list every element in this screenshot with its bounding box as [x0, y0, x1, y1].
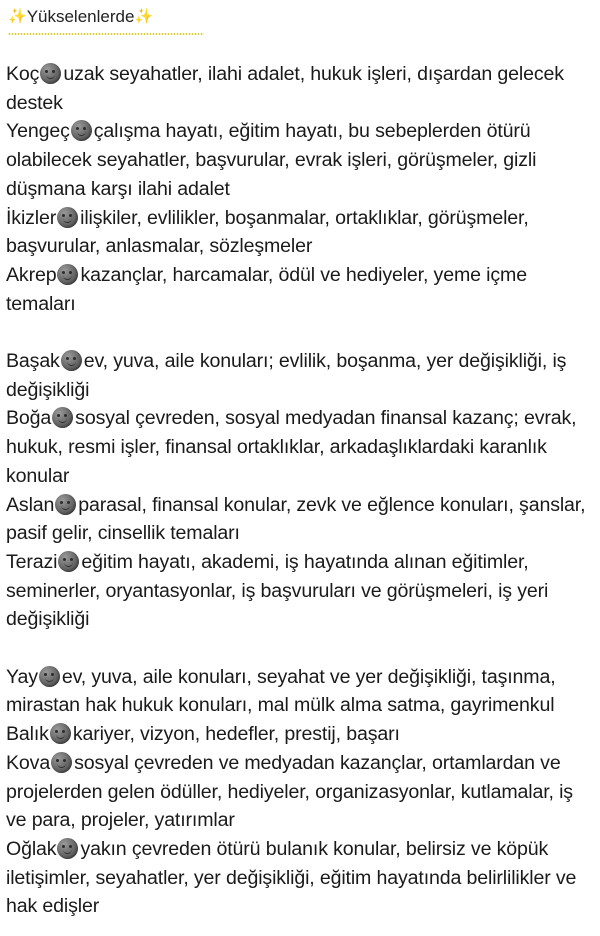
blank-line: [6, 634, 594, 663]
post-title: [8, 4, 204, 30]
sign-entry: [6, 404, 594, 490]
post-header: [8, 4, 204, 35]
sign-description: kazançlar, harcamalar, ödül ve hediyeler, yeme içme temaları: [6, 263, 527, 315]
new-moon-face-icon: [52, 407, 73, 428]
sign-name: Terazi: [6, 550, 58, 573]
sign-description: kariyer, vizyon, hedefler, prestij, başarı: [72, 723, 400, 746]
new-moon-face-icon: [57, 838, 78, 859]
sign-entry: [6, 720, 594, 749]
sign-description: parasal, finansal konular, zevk ve eğlence konuları, şanslar, pasif gelir, cinsellik temaları: [6, 493, 586, 545]
blank-line: [6, 318, 594, 347]
sign-entry: [6, 835, 594, 921]
new-moon-face-icon: [58, 551, 79, 572]
sign-entry: [6, 204, 594, 261]
sign-name: Başak: [6, 350, 60, 373]
sign-description: yakın çevreden ötürü bulanık konular, belirsiz ve köpük iletişimler, seyahatler, yer değişikliği, eğitim hayatında belirlilikler ve hak edişler: [6, 837, 577, 918]
sign-name: Yengeç: [6, 120, 70, 143]
sign-description: ilişkiler, evlilikler, boşanmalar, ortaklıklar, görüşmeler, başvurular, anlasmalar, sözleşmeler: [6, 206, 529, 258]
sign-entry: [6, 491, 594, 548]
new-moon-face-icon: [61, 350, 82, 371]
sign-description: sosyal çevreden, sosyal medyadan finansal kazanç; evrak, hukuk, resmi işler, finansal ortaklıklar, arkadaşlıklardaki karanlık konular: [6, 407, 577, 487]
sign-description: çalışma hayatı, eğitim hayatı, bu sebeplerden ötürü olabilecek seyahatler, başvurular, evrak işleri, görüşmeler, gizli düşmana karşı ilahi adalet: [6, 120, 537, 200]
sign-name: Aslan: [6, 493, 55, 516]
sign-name: Boğa: [6, 407, 52, 430]
sign-name: Akrep: [6, 263, 57, 286]
sign-name: Balık: [6, 723, 49, 746]
sign-entry: [6, 117, 594, 203]
new-moon-face-icon: [50, 723, 71, 744]
sign-entry: [6, 261, 594, 318]
new-moon-face-icon: [39, 666, 60, 687]
post-title-text: Yükselenlerde: [26, 7, 135, 26]
sign-description: uzak seyahatler, ilahi adalet, hukuk işleri, dışardan gelecek destek: [6, 63, 564, 114]
sign-name: Yay: [6, 665, 38, 688]
sign-description: ev, yuva, aile konuları, seyahat ve yer değişikliği, taşınma, mirastan hak hukuk konuları, mal mülk alma satma, gayrimenkul: [6, 665, 556, 717]
sign-name: Oğlak: [6, 837, 57, 860]
post-body: [6, 60, 594, 921]
new-moon-face-icon: [71, 120, 92, 141]
sparkle-icon: ✨: [8, 8, 27, 25]
sign-name: İkizler: [6, 206, 57, 229]
sign-entry: [6, 60, 594, 117]
sparkle-icon: ✨: [134, 8, 154, 25]
new-moon-face-icon: [55, 494, 76, 515]
sign-name: Koç: [6, 63, 40, 85]
dotted-underline: [8, 33, 204, 35]
new-moon-face-icon: [57, 264, 78, 285]
new-moon-face-icon: [57, 207, 78, 228]
sign-entry: [6, 749, 594, 835]
sign-description: eğitim hayatı, akademi, iş hayatında alınan eğitimler, seminerler, oryantasyonlar, iş başvuruları ve görüşmeleri, iş yeri değişikliği: [6, 550, 549, 631]
sign-description: ev, yuva, aile konuları; evlilik, boşanma, yer değişikliği, iş değişikliği: [6, 350, 567, 401]
sign-entry: [6, 347, 594, 404]
sign-entry: [6, 548, 594, 634]
sign-description: sosyal çevreden ve medyadan kazançlar, ortamlardan ve projelerden gelen ödüller, hediyeler, organizasyonlar, kutlamalar, iş ve para, projeler, yatırımlar: [6, 751, 573, 832]
new-moon-face-icon: [40, 63, 61, 84]
sign-name: Kova: [6, 751, 51, 774]
sign-entry: [6, 663, 594, 720]
new-moon-face-icon: [51, 752, 72, 773]
